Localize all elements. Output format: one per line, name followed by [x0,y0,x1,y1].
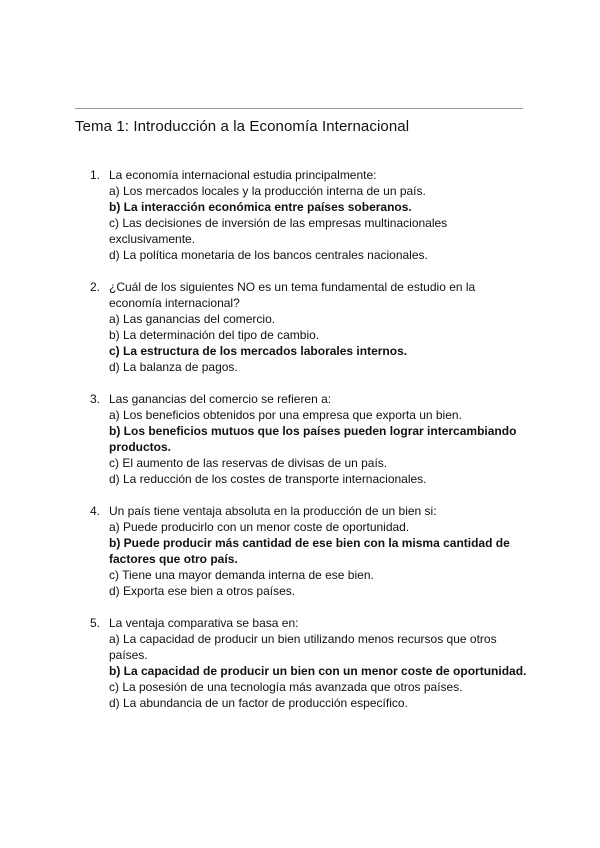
option-d: d) La reducción de los costes de transporte internacionales. [109,472,427,486]
option-a: a) Los beneficios obtenidos por una empresa que exporta un bien. [109,408,462,422]
option-c: c) El aumento de las reservas de divisas de un país. [109,456,388,470]
question-text: ¿Cuál de los siguientes NO es un tema fundamental de estudio en la economía internacional? [109,280,476,310]
option-b-correct: b) Puede producir más cantidad de ese bien con la misma cantidad de factores que otro país. [109,536,510,566]
question-text: La ventaja comparativa se basa en: [109,616,299,630]
option-a: a) Puede producirlo con un menor coste de oportunidad. [109,520,410,534]
option-d: d) La política monetaria de los bancos centrales nacionales. [109,248,428,262]
question-number: 1. [90,168,101,182]
option-d: d) Exporta ese bien a otros países. [109,584,296,598]
option-c: c) La posesión de una tecnología más avanzada que otros países. [109,680,463,694]
question-number: 4. [90,504,101,518]
question-text: Un país tiene ventaja absoluta en la producción de un bien si: [109,504,437,518]
question-2 [90,279,530,375]
option-b-correct: b) La interacción económica entre países soberanos. [109,200,412,214]
question-text: Las ganancias del comercio se refieren a: [109,392,332,406]
option-c-correct: c) La estructura de los mercados laborales internos. [109,344,408,358]
question-3 [90,391,530,487]
question-1 [90,167,530,263]
option-c: c) Las decisiones de inversión de las empresas multinacionales exclusivamente. [109,216,448,246]
option-b-correct: b) La capacidad de producir un bien con un menor coste de oportunidad. [109,664,527,678]
question-number: 3. [90,392,101,406]
question-text: La economía internacional estudia principalmente: [109,168,377,182]
option-d: d) La abundancia de un factor de producción específico. [109,696,408,710]
question-5 [90,615,530,711]
option-list [109,311,530,375]
option-list [109,183,530,263]
option-b: b) La determinación del tipo de cambio. [109,328,320,342]
question-number: 5. [90,616,101,630]
option-list [109,407,530,487]
option-d: d) La balanza de pagos. [109,360,238,374]
question-4 [90,503,530,599]
page-title: Tema 1: Introducción a la Economía Internacional [75,118,410,135]
option-a: a) Las ganancias del comercio. [109,312,276,326]
option-a: a) Los mercados locales y la producción interna de un país. [109,184,426,198]
option-c: c) Tiene una mayor demanda interna de ese bien. [109,568,374,582]
option-list [109,631,530,711]
question-number: 2. [90,280,101,294]
option-list [109,519,530,599]
option-b-correct: b) Los beneficios mutuos que los países pueden lograr intercambiando productos. [109,424,517,454]
header-divider [75,108,523,109]
option-a: a) La capacidad de producir un bien utilizando menos recursos que otros países. [109,632,497,662]
